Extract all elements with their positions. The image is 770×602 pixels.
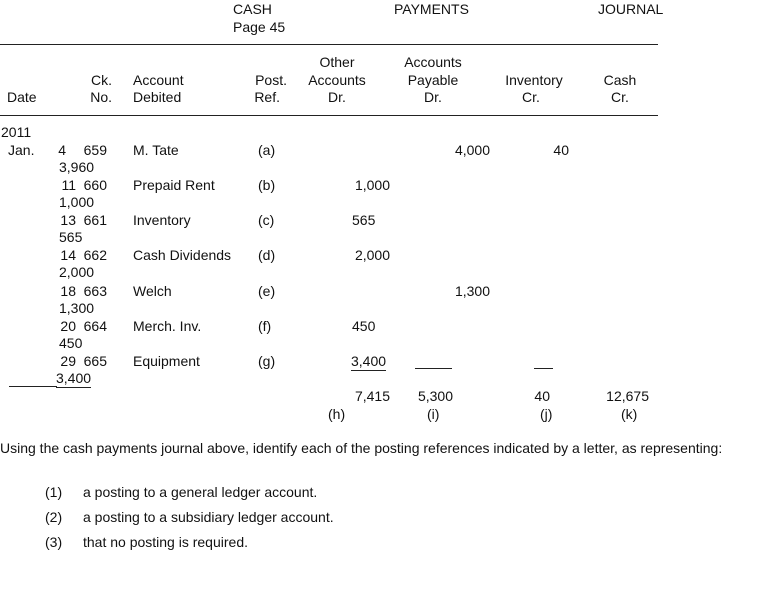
row-cash: 3,400 [56, 370, 92, 386]
col-ck-1: Ck. [91, 72, 112, 88]
col-cash-2: Cr. [611, 89, 629, 105]
row-ap: 4,000 [454, 142, 490, 158]
row-account: Welch [133, 283, 172, 299]
row-cash: 1,000 [59, 194, 95, 210]
col-post-2: Ref. [254, 89, 280, 105]
row-account: Prepaid Rent [133, 177, 215, 193]
question-text: Using the cash payments journal above, identify each of the posting references indicated by a letter, as representing: [0, 440, 723, 456]
row-post-ref: (a) [258, 142, 276, 158]
col-other-1: Other [319, 54, 355, 70]
row-check-no: 664 [83, 318, 107, 334]
col-inv-1: Inventory [505, 72, 563, 88]
row-check-no: 665 [83, 353, 107, 369]
row-post-ref: (g) [258, 353, 276, 369]
title-cash: CASH [233, 1, 272, 17]
option-text: a posting to a subsidiary ledger account. [83, 509, 334, 525]
ref-inventory: (j) [540, 406, 553, 422]
row-ap: 1,300 [454, 283, 490, 299]
col-ap-3: Dr. [424, 89, 442, 105]
row-cash: 2,000 [59, 264, 95, 280]
title-payments: PAYMENTS [394, 1, 469, 17]
total-inventory: 40 [534, 388, 550, 404]
row-account: Inventory [133, 212, 191, 228]
row-check-no: 662 [83, 247, 107, 263]
option-number: (1) [45, 484, 63, 500]
row-other: 2,000 [354, 247, 390, 263]
cash-total-rule [9, 386, 57, 387]
row-cash: 1,300 [59, 300, 95, 316]
row-day: 13 [60, 212, 76, 228]
row-post-ref: (b) [258, 177, 276, 193]
row-post-ref: (e) [258, 283, 276, 299]
row-cash: 3,960 [59, 159, 95, 175]
row-account: Cash Dividends [133, 247, 232, 263]
option-text: a posting to a general ledger account. [83, 484, 318, 500]
col-ck-2: No. [90, 89, 112, 105]
row-other: 1,000 [354, 177, 390, 193]
option-number: (2) [45, 509, 63, 525]
row-check-no: 663 [83, 283, 107, 299]
row-cash: 565 [59, 229, 83, 245]
row-post-ref: (c) [258, 212, 275, 228]
col-cash-1: Cash [603, 72, 637, 88]
row-day: 18 [60, 283, 76, 299]
row-check-no: 661 [83, 212, 107, 228]
col-ap-1: Accounts [404, 54, 462, 70]
total-ap: 5,300 [417, 388, 453, 404]
row-account: M. Tate [133, 142, 179, 158]
col-ap-2: Payable [407, 72, 459, 88]
row-account: Merch. Inv. [133, 318, 202, 334]
page-number: Page 45 [233, 19, 286, 35]
option-text: that no posting is required. [83, 534, 248, 550]
row-check-no: 659 [83, 142, 107, 158]
ref-cash: (k) [621, 406, 638, 422]
total-cash: 12,675 [606, 388, 649, 404]
row-other: 450 [352, 318, 376, 334]
col-date: Date [7, 89, 37, 105]
row-day: 20 [60, 318, 76, 334]
year-label: 2011 [1, 124, 32, 140]
row-post-ref: (f) [258, 318, 272, 334]
row-account: Equipment [133, 353, 200, 369]
col-post-1: Post. [255, 72, 287, 88]
row-cash: 450 [59, 335, 83, 351]
col-other-3: Dr. [328, 89, 346, 105]
col-account-1: Account [133, 72, 184, 88]
ap-total-rule [415, 368, 452, 369]
row-check-no: 660 [83, 177, 107, 193]
row-day: 11 [61, 177, 76, 193]
total-other: 7,415 [354, 388, 390, 404]
col-inv-2: Cr. [522, 89, 540, 105]
inv-total-rule [534, 368, 553, 369]
row-day: 29 [60, 353, 76, 369]
ref-other: (h) [328, 406, 346, 422]
col-other-2: Accounts [308, 72, 366, 88]
row-day: 14 [60, 247, 76, 263]
month-label: Jan. [8, 142, 35, 158]
top-rule [0, 44, 658, 45]
row-other: 3,400 [351, 353, 387, 369]
row-inventory: 40 [553, 142, 569, 158]
row-day: 4 [58, 142, 66, 158]
col-account-2: Debited [133, 89, 182, 105]
row-post-ref: (d) [258, 247, 276, 263]
ref-ap: (i) [427, 406, 440, 422]
option-number: (3) [45, 534, 63, 550]
header-rule [0, 115, 658, 116]
row-other: 565 [352, 212, 376, 228]
title-journal: JOURNAL [598, 1, 664, 17]
